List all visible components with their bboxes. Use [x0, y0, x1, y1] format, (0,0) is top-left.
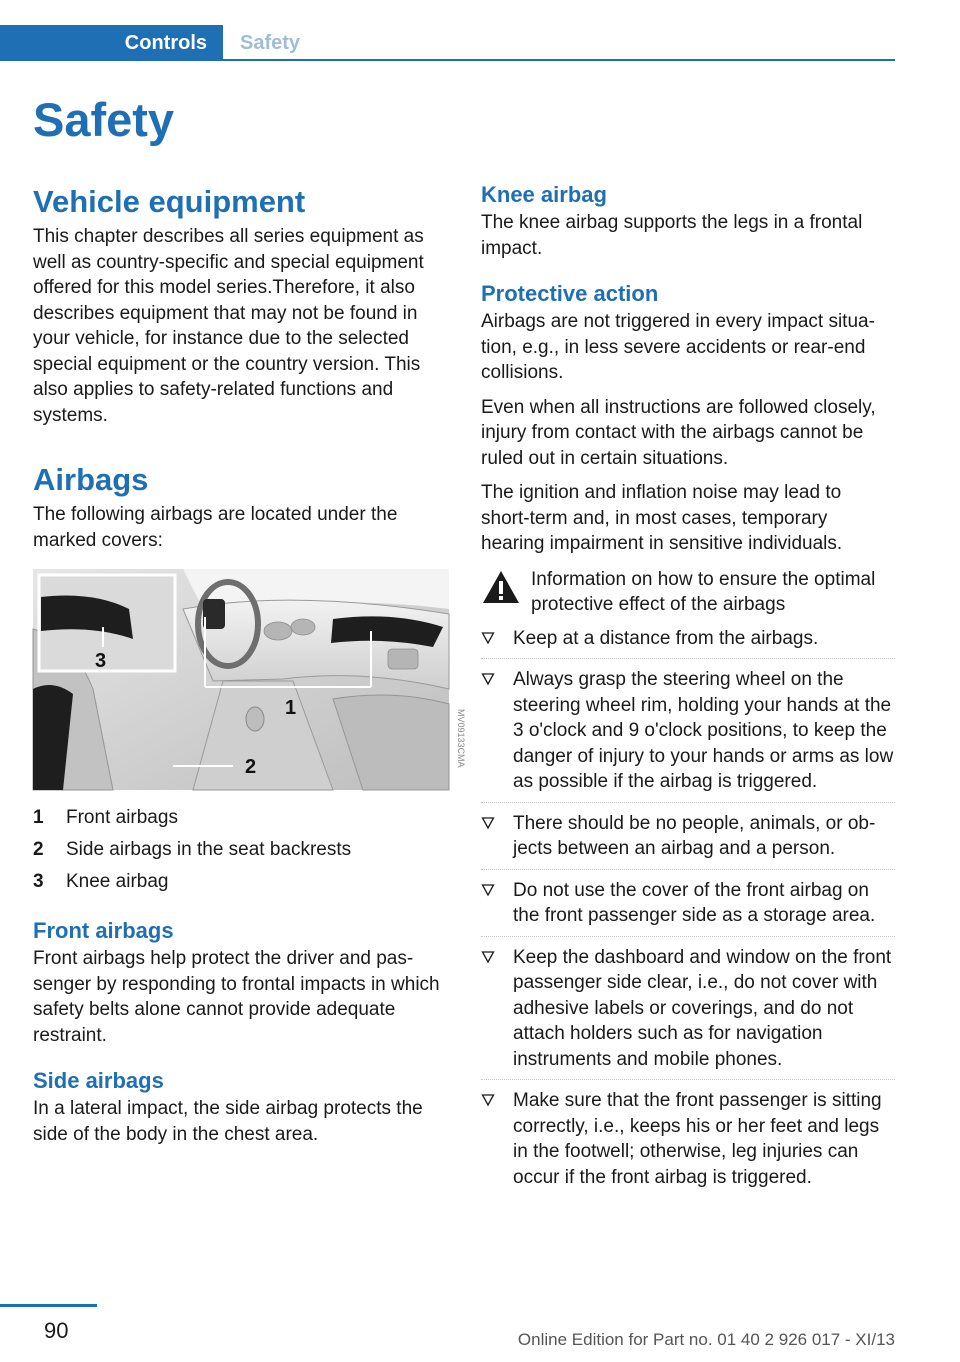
heading-side-airbags: Side airbags [33, 1068, 164, 1093]
protective-action-text-2: Even when all instructions are followed closely, injury from contact with the airbags cannot be ruled out in certain situations. [481, 396, 876, 469]
car-interior-illustration [33, 569, 466, 790]
right-column [481, 180, 895, 1197]
protective-action-text-1: Airbags are not triggered in every impact situation, e.g., in less severe accidents or rear-end collisions. [481, 311, 875, 383]
safety-instructions-list [481, 618, 895, 1198]
legend-text: Side airbags in the seat backrests [66, 839, 352, 860]
legend-item [33, 866, 449, 898]
legend-item [33, 802, 449, 834]
side-airbags-text: In a lateral impact, the side airbag protects the side of the body in the chest area. [33, 1098, 423, 1145]
heading-knee-airbag: Knee airbag [481, 182, 607, 207]
airbags-intro: The following airbags are located under the marked covers: [33, 504, 398, 551]
callout-label-3: 3 [95, 650, 107, 672]
legend-number: 3 [33, 871, 44, 892]
vehicle-equipment-text: This chapter describes all series equipment as well as country-specific and special equipment offered for this model series.Therefore, it also describes equipment that may not be found in your vehicle, for instance due to the selected special equipment or the country version. This also applies to safety-related functions and systems. [33, 226, 424, 426]
knee-airbag-text: The knee airbag supports the legs in a frontal impact. [481, 212, 863, 259]
tab-safety[interactable]: Safety [240, 32, 301, 54]
legend-number: 1 [33, 807, 44, 828]
list-item-text: Keep the dashboard and window on the front passenger side clear, i.e., do not cover with adhesive labels or coverings, and do not attach holders such as for navigation instruments and mobile phones. [513, 946, 892, 1070]
heading-vehicle-equipment: Vehicle equipment [33, 184, 306, 219]
header-rule [0, 59, 895, 61]
list-item-text: Always grasp the steering wheel on the steering wheel rim, holding your hands at the 3 o'clock and 9 o'clock positions, to keep the danger of injury to your hands or arms as low as possible if the airbag is triggered. [513, 669, 894, 792]
figure-code: MV09133CMA [456, 709, 466, 768]
callout-label-2: 2 [245, 756, 257, 778]
page-number: 90 [44, 1318, 69, 1343]
header-tabs [0, 25, 895, 61]
callout-label-1: 1 [285, 697, 297, 719]
list-item [481, 870, 895, 937]
front-airbags-text: Front airbags help protect the driver and passenger by responding to frontal impacts in which safety belts alone cannot provide adequate restraint. [33, 948, 440, 1046]
edition-note: Online Edition for Part no. 01 40 2 926 017 - XI/13 [517, 1330, 895, 1349]
warning-triangle-icon [481, 569, 521, 605]
bullet-triangle-icon [481, 883, 495, 897]
list-item [481, 803, 895, 870]
legend-number: 2 [33, 839, 44, 860]
list-item [481, 1080, 895, 1197]
bullet-triangle-icon [481, 672, 495, 686]
bullet-triangle-icon [481, 950, 495, 964]
left-column [33, 180, 466, 1147]
bullet-triangle-icon [481, 816, 495, 830]
warning-box [481, 567, 895, 618]
page-title: Safety [33, 93, 175, 146]
list-item [481, 937, 895, 1081]
legend-text: Front airbags [66, 807, 178, 828]
heading-airbags: Airbags [33, 462, 149, 497]
list-item [481, 659, 895, 803]
protective-action-text-3: The ignition and inflation noise may lead to short-term and, in most cases, temporary hearing impairment in sensitive individuals. [481, 482, 843, 554]
heading-protective-action: Protective action [481, 281, 659, 306]
bullet-triangle-icon [481, 1093, 495, 1107]
list-item-text: There should be no people, animals, or objects between an airbag and a person. [513, 812, 876, 859]
warning-text: Information on how to ensure the optimal protective effect of the airbags [531, 568, 876, 615]
list-item [481, 618, 895, 660]
list-item-text: Keep at a distance from the airbags. [513, 627, 819, 649]
legend-item [33, 834, 449, 866]
legend-text: Knee airbag [66, 871, 169, 892]
bullet-triangle-icon [481, 631, 495, 645]
heading-front-airbags: Front airbags [33, 918, 174, 943]
list-item-text: Do not use the cover of the front airbag on the front passenger side as a storage area. [513, 879, 876, 926]
figure-legend [33, 802, 449, 898]
airbag-locations-figure [33, 569, 466, 790]
tab-controls[interactable]: Controls [0, 25, 223, 61]
footer-rule [0, 1304, 97, 1307]
list-item-text: Make sure that the front passenger is sitting correctly, i.e., keeps his or her feet and legs in the footwell; otherwise, leg injuries can occur if the front airbag is triggered. [513, 1090, 882, 1188]
